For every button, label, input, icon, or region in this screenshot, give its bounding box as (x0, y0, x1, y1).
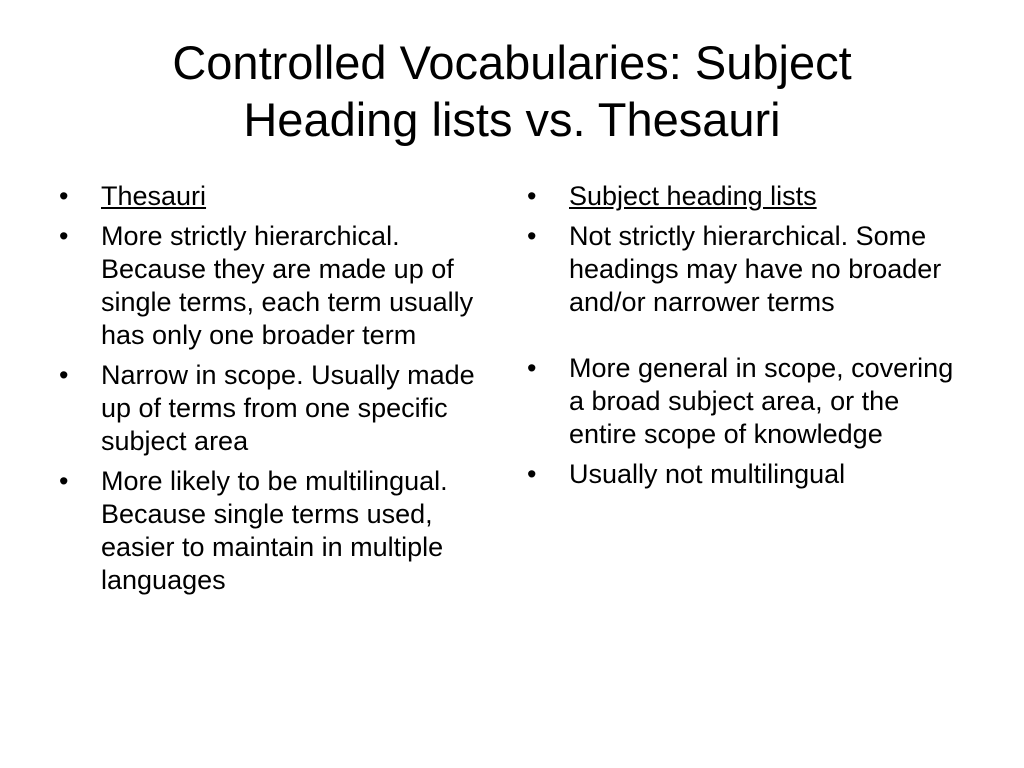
list-item (55, 220, 495, 352)
subject-headings-heading: Subject heading lists (569, 181, 817, 211)
bullet-icon: • (59, 221, 69, 251)
list-item (55, 180, 495, 213)
slide-title (0, 34, 1024, 148)
slide-title-line-1: Controlled Vocabularies: Subject (172, 36, 852, 89)
bullet-icon: • (527, 181, 537, 211)
bullet-icon: • (527, 221, 537, 251)
bullet-icon: • (59, 360, 69, 390)
bullet-icon: • (527, 353, 537, 383)
thesauri-heading: Thesauri (101, 181, 207, 211)
bullet-text: More likely to be multilingual. Because single terms used, easier to maintain in multiple languages (101, 466, 448, 595)
subject-headings-column (523, 180, 963, 498)
bullet-icon: • (59, 181, 69, 211)
list-item (523, 458, 963, 491)
bullet-text: Narrow in scope. Usually made up of terms from one specific subject area (101, 360, 475, 456)
thesauri-column (55, 180, 495, 604)
list-item (55, 359, 495, 458)
list-item (523, 180, 963, 213)
bullet-icon: • (527, 459, 537, 489)
bullet-text: More general in scope, covering a broad subject area, or the entire scope of knowledge (569, 353, 954, 449)
bullet-text: More strictly hierarchical. Because they are made up of single terms, each term usually has only one broader term (101, 221, 474, 350)
subject-headings-bullet-list (523, 180, 963, 491)
list-item (523, 352, 963, 451)
thesauri-bullet-list (55, 180, 495, 597)
list-item (523, 220, 963, 319)
list-item (55, 465, 495, 597)
bullet-icon: • (59, 466, 69, 496)
bullet-text: Usually not multilingual (569, 459, 846, 489)
slide-title-line-2: Heading lists vs. Thesauri (243, 93, 781, 146)
bullet-text: Not strictly hierarchical. Some headings may have no broader and/or narrower terms (569, 221, 942, 317)
